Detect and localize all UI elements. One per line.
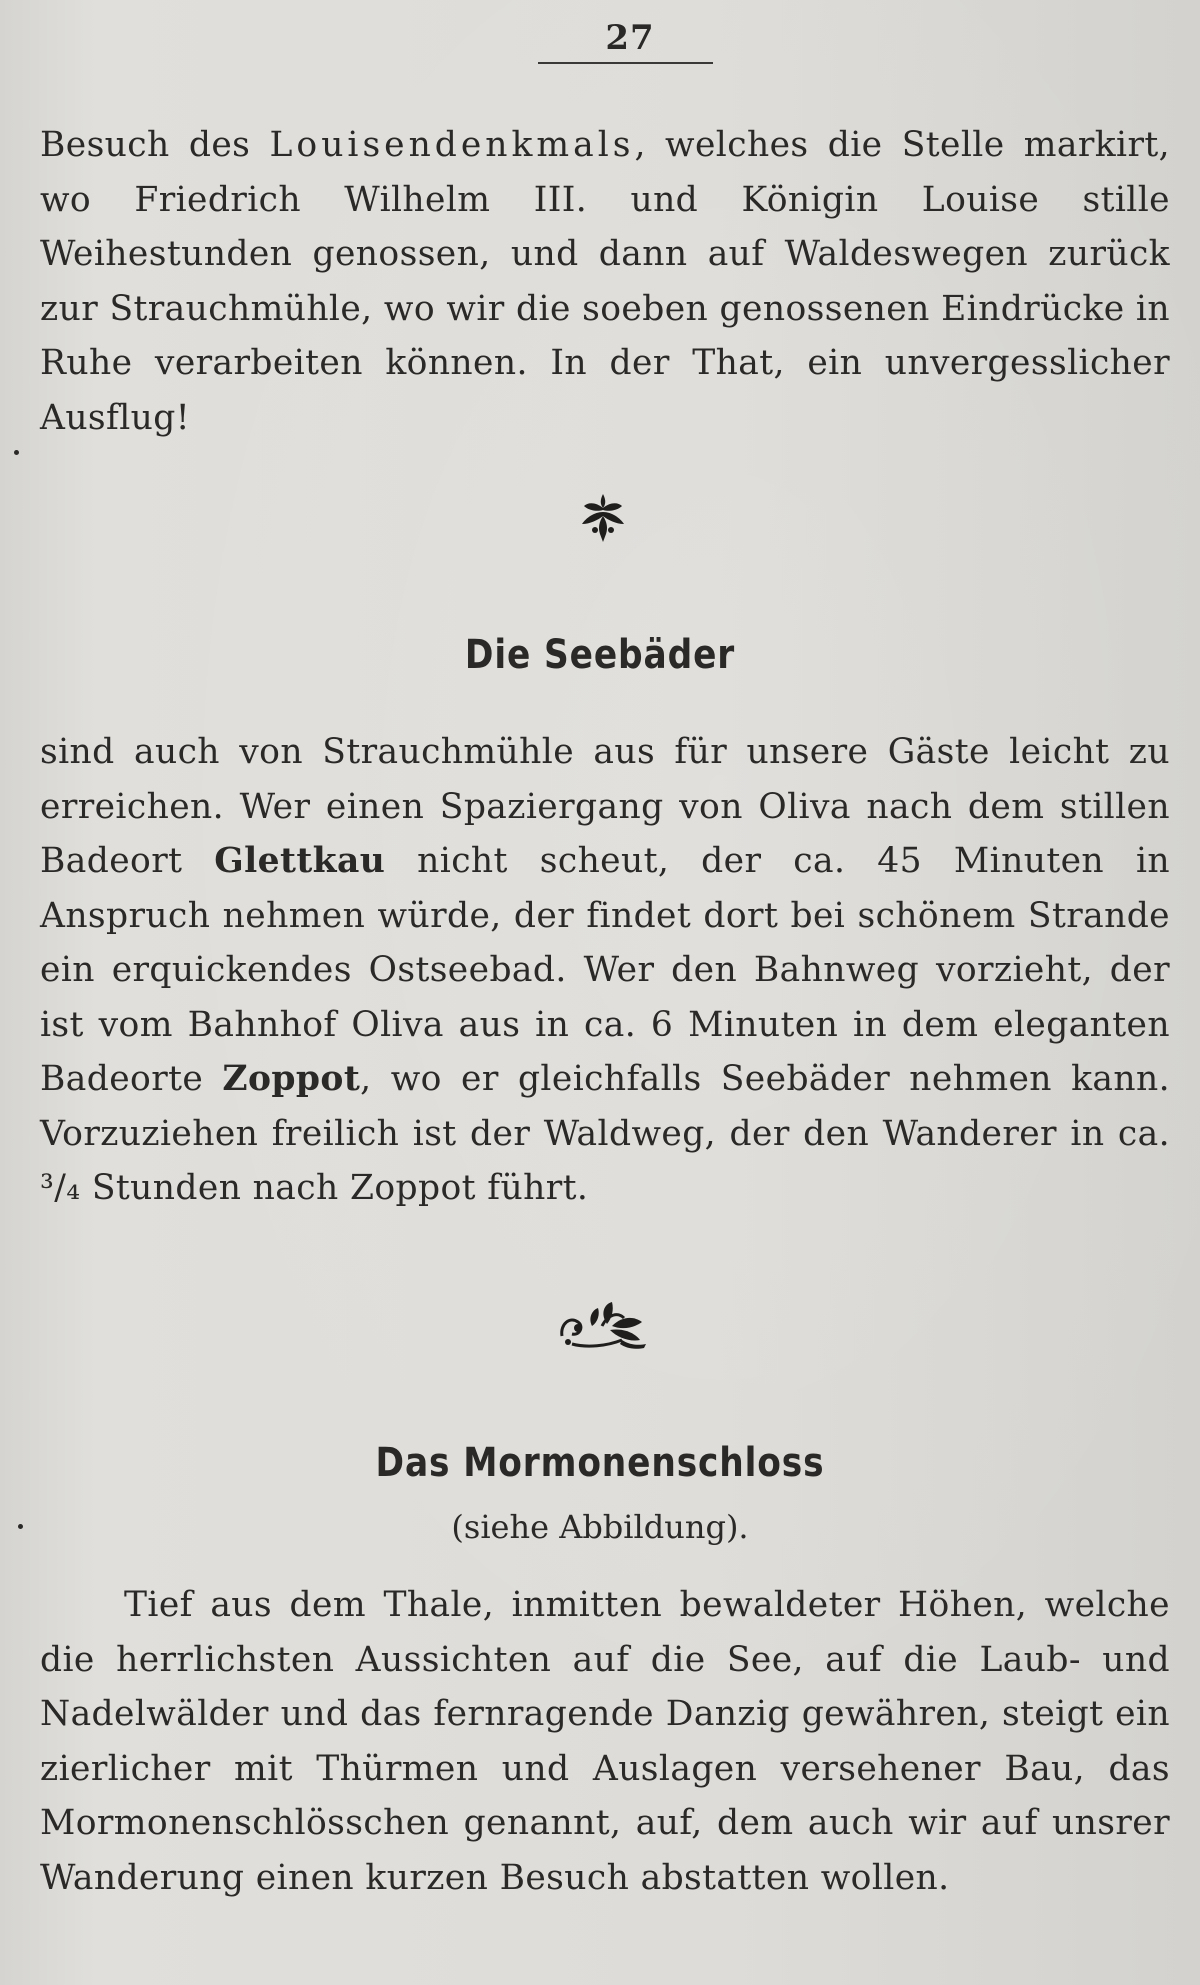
text-run: , welches die Stelle markirt, wo Friedrich Wilhelm III. und Königin Louise stille Weihestunden genossen, und dann auf Waldeswegen zurück zur Strauchmühle, wo wir die soeben genossenen Eindrücke in Ruhe verarbeiten können. In der That, ein unvergesslicher Ausflug!: [40, 125, 1170, 438]
paragraph-louisendenkmal: [40, 118, 1170, 445]
gutter-mark: [18, 1524, 23, 1529]
text-run: , wo er gleichfalls Seebäder nehmen kann. Vorzuziehen freilich ist der Waldweg, der den Wanderer in ca. ³/₄ Stunden nach Zoppot führt.: [40, 1059, 1170, 1208]
paragraph-mormonenschloss: [40, 1578, 1170, 1905]
text-run: Tief aus dem Thale, inmitten bewaldeter Höhen, welche die herrlichsten Aussichten auf die See, auf die Laub- und Nadelwälder und das fernragende Danzig gewähren, steigt ein zierlicher mit Thürmen und Auslagen versehener Bau, das Mormonenschlösschen genannt, auf, dem auch wir auf unsrer Wanderung einen kurzen Besuch abstatten wollen.: [40, 1585, 1170, 1898]
place-name: Zoppot: [222, 1059, 361, 1099]
floral-vignette-icon: [552, 1296, 652, 1356]
text-run: nicht scheut, der ca. 45 Minuten in Anspruch nehmen würde, der findet dort bei schönem Strande ein erquickendes Ostseebad. Wer den Bahnweg vorzieht, der ist vom Bahnhof Oliva aus in ca. 6 Minuten in dem eleganten Badeorte: [40, 841, 1170, 1099]
heading-mormonenschloss: Das Mormonenschloss: [375, 1440, 825, 1486]
text-run: Besuch des: [40, 125, 270, 165]
subheading-abbildung: (siehe Abbildung).: [451, 1508, 749, 1546]
paragraph-seebaeder: [40, 725, 1170, 1216]
paragraph-text: [40, 118, 1170, 445]
page-number-rule: [538, 62, 713, 64]
place-name: Glettkau: [214, 841, 386, 881]
paragraph-text: [40, 725, 1170, 1216]
gutter-mark: [14, 450, 19, 455]
paragraph-text: [40, 1578, 1170, 1905]
page-number: 27: [605, 18, 655, 58]
text-run: sind auch von Strauchmühle aus für unsere Gäste leicht zu erreichen. Wer einen Spaziergang von Oliva nach dem stillen Badeort: [40, 732, 1170, 881]
fleuron-icon: [578, 490, 628, 546]
heading-seebaeder: Die Seebäder: [464, 632, 736, 678]
emphasized-text: Louisendenkmals: [269, 125, 635, 165]
